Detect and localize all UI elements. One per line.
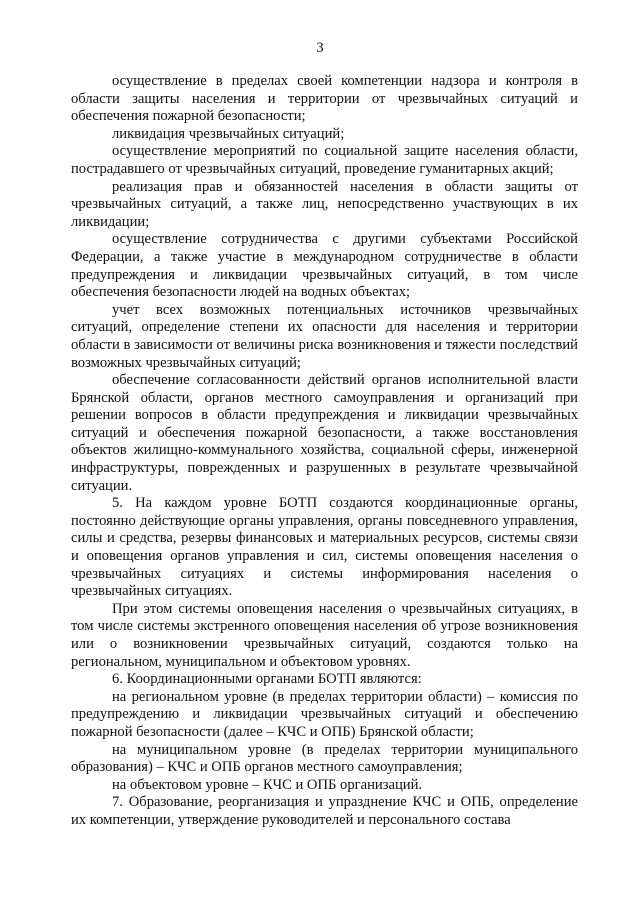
paragraph: на объектовом уровне – КЧС и ОПБ организаций. [112,776,423,793]
paragraph: 5. На каждом уровне БОТП создаются координационные органы, постоянно действующие органы управления, органы повседневного управления, силы и средства, резервы финансовых и материальных ресурсов, системы связи и оповещения органов управления и сил, системы оповещения населения о чрезвычайных ситуациях и системы информирования населения о чрезвычайных ситуациях. [71,495,578,600]
paragraph: на региональном уровне (в пределах территории области) – комиссия по предупреждению и ликвидации чрезвычайных ситуаций и обеспечению пожарной безопасности (далее – КЧС и ОПБ) Брянской области; [71,688,578,740]
paragraph: ликвидация чрезвычайных ситуаций; [112,125,345,142]
page-number: 3 [316,40,324,56]
paragraph: на муниципальном уровне (в пределах территории муниципального образования) – КЧС и ОПБ органов местного самоуправления; [71,741,578,776]
paragraph: осуществление мероприятий по социальной защите населения области, пострадавшего от чрезвычайных ситуаций, проведение гуманитарных акций; [71,143,578,177]
document-body [71,73,578,830]
paragraph: обеспечение согласованности действий органов исполнительной власти Брянской области, органов местного самоуправления и организаций при решении вопросов в области предупреждения и ликвидации чрезвычайных ситуаций и обеспечения пожарной безопасности, а также восстановления объектов жилищно-коммунального хозяйства, социальной сферы, инженерной инфраструктуры, поврежденных и разрушенных в результате чрезвычайной ситуации. [71,372,578,494]
paragraph: При этом системы оповещения населения о чрезвычайных ситуациях, в том числе системы экстренного оповещения населения об угрозе возникновения или о возникновении чрезвычайных ситуаций, создаются только на региональном, муниципальном и объектовом уровнях. [71,600,578,670]
paragraph: реализация прав и обязанностей населения в области защиты от чрезвычайных ситуаций, а также лиц, непосредственно участвующих в их ликвидации; [71,178,578,230]
paragraph: 6. Координационными органами БОТП являются: [112,671,422,688]
paragraph: осуществление сотрудничества с другими субъектами Российской Федерации, а также участие в международном сотрудничестве в области предупреждения и ликвидации чрезвычайных ситуаций, в том числе обеспечения безопасности людей на водных объектах; [71,231,578,301]
paragraph: учет всех возможных потенциальных источников чрезвычайных ситуаций, определение степени их опасности для населения и территории области в зависимости от величины риска возникновения и тяжести последствий возможных чрезвычайных ситуаций; [71,301,578,371]
paragraph: осуществление в пределах своей компетенции надзора и контроля в области защиты населения и территории от чрезвычайных ситуаций и обеспечения пожарной безопасности; [71,73,578,125]
paragraph: 7. Образование, реорганизация и упразднение КЧС и ОПБ, определение их компетенции, утверждение руководителей и персонального состава [71,794,578,828]
